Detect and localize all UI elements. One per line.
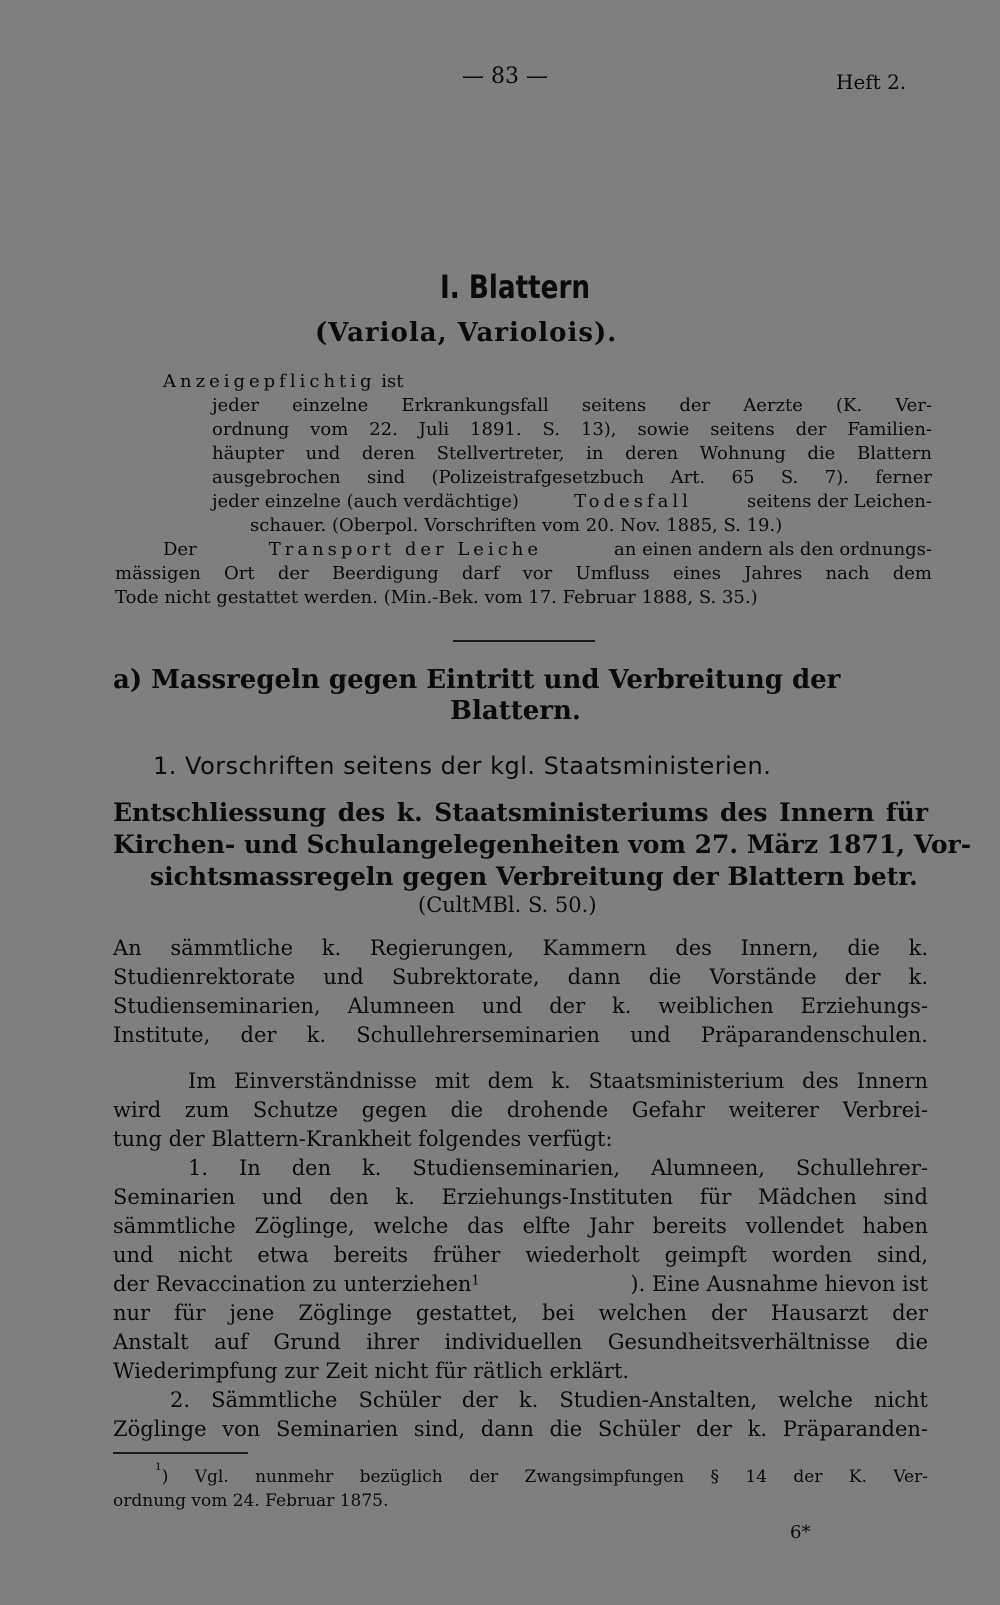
addressees-line-3: Studienseminarien, Alumneen und der k. weiblichen Erziehungs-: [113, 994, 928, 1018]
footnote-mark: 1: [155, 1461, 162, 1473]
body-line-6: sämmtliche Zöglinge, welche das elfte Jahr bereits vollendet haben: [113, 1214, 928, 1238]
section-divider: [453, 640, 595, 642]
body-line-12: 2. Sämmtliche Schüler der k. Studien-Anstalten, welche nicht: [170, 1388, 928, 1412]
addressees-line-4: Institute, der k. Schullehrerseminarien und Präparandenschulen.: [113, 1023, 928, 1047]
intro-line-5: ausgebrochen sind (Polizeistrafgesetzbuch Art. 65 S. 7). ferner: [212, 467, 932, 488]
body-line-8-a: [113, 1272, 480, 1296]
body-line-3: tung der Blattern-Krankheit folgendes verfügt:: [113, 1127, 613, 1151]
intro-line-3: ordnung vom 22. Juli 1891. S. 13), sowie seitens der Familien-: [212, 419, 932, 440]
intro-term-anzeigepflichtig: Anzeigepflichtig: [163, 371, 376, 392]
body-line-8: [113, 1272, 928, 1296]
decree-heading-line-3: sichtsmassregeln gegen Verbreitung der Blattern betr.: [150, 862, 918, 891]
intro-line-6-a: jeder einzelne (auch verdächtige): [212, 491, 519, 512]
body-line-7: und nicht etwa bereits früher wiederholt geimpft worden sind,: [113, 1243, 928, 1267]
footnote-ref-1: 1: [471, 1273, 480, 1289]
intro-line-2: jeder einzelne Erkrankungsfall seitens der Aerzte (K. Ver-: [212, 395, 932, 416]
addressees-line-2: Studienrektorate und Subrektorate, dann die Vorstände der k.: [113, 965, 928, 989]
intro-line-6: [212, 491, 932, 512]
intro-line-8: [163, 539, 932, 560]
issue-label: Heft 2.: [836, 70, 907, 94]
body-line-13: Zöglinge von Seminarien sind, dann die Schüler der k. Präparanden-: [113, 1417, 928, 1441]
body-line-1: Im Einverständnisse mit dem k. Staatsministerium des Innern: [188, 1069, 928, 1093]
page-number: — 83 —: [462, 64, 548, 89]
intro-line-4: häupter und deren Stellvertreter, in deren Wohnung die Blattern: [212, 443, 932, 464]
intro-line-10: Tode nicht gestattet werden. (Min.-Bek. vom 17. Februar 1888, S. 35.): [115, 587, 758, 608]
addressees-line-1: An sämmtliche k. Regierungen, Kammern des Innern, die k.: [113, 936, 928, 960]
signature-mark: 6*: [790, 1522, 811, 1543]
decree-source: (CultMBl. S. 50.): [418, 893, 597, 917]
footnote-rule: [113, 1452, 248, 1454]
body-line-5: Seminarien und den k. Erziehungs-Instituten für Mädchen sind: [113, 1185, 928, 1209]
intro-term-transport: Transport der Leiche: [268, 539, 543, 560]
intro-line-7: schauer. (Oberpol. Vorschriften vom 20. Nov. 1885, S. 19.): [250, 515, 783, 536]
chapter-subtitle: (Variola, Variolois).: [315, 318, 618, 348]
body-line-10: Anstalt auf Grund ihrer individuellen Gesundheitsverhältnisse die: [113, 1330, 928, 1354]
body-line-8-b: ). Eine Ausnahme hievon ist: [630, 1272, 928, 1296]
decree-heading-line-2: Kirchen- und Schulangelegenheiten vom 27. März 1871, Vor-: [113, 830, 972, 859]
intro-line-9: mässigen Ort der Beerdigung darf vor Umfluss eines Jahres nach dem: [115, 563, 932, 584]
section-a-heading-line-1: a) Massregeln gegen Eintritt und Verbreitung der: [113, 665, 841, 695]
subsection-1-title: 1. Vorschriften seitens der kgl. Staatsministerien.: [153, 752, 772, 780]
body-line-2: wird zum Schutze gegen die drohende Gefahr weiterer Verbrei-: [113, 1098, 928, 1122]
intro-term-todesfall: Todesfall: [574, 491, 692, 512]
chapter-title: I. Blattern: [440, 268, 591, 306]
footnote-line-1: [155, 1461, 928, 1487]
section-a-heading-line-2: Blattern.: [450, 696, 581, 726]
intro-line-1-rest: ist: [381, 371, 404, 392]
footnote-line-2: ordnung vom 24. Februar 1875.: [113, 1491, 389, 1511]
intro-line-1: [163, 371, 404, 392]
footnote-line-1-text: ) Vgl. nunmehr bezüglich der Zwangsimpfungen § 14 der K. Ver-: [161, 1467, 928, 1487]
decree-heading-line-1: Entschliessung des k. Staatsministeriums des Innern für: [113, 798, 928, 827]
body-line-11: Wiederimpfung zur Zeit nicht für rätlich erklärt.: [113, 1359, 630, 1383]
intro-line-8-b: an einen andern als den ordnungs-: [614, 539, 932, 560]
body-line-8-text: der Revaccination zu unterziehen: [113, 1272, 472, 1296]
body-line-9: nur für jene Zöglinge gestattet, bei welchen der Hausarzt der: [113, 1301, 928, 1325]
intro-line-8-a: Der: [163, 539, 197, 560]
body-line-4: 1. In den k. Studienseminarien, Alumneen, Schullehrer-: [188, 1156, 928, 1180]
intro-line-6-b: seitens der Leichen-: [747, 491, 932, 512]
